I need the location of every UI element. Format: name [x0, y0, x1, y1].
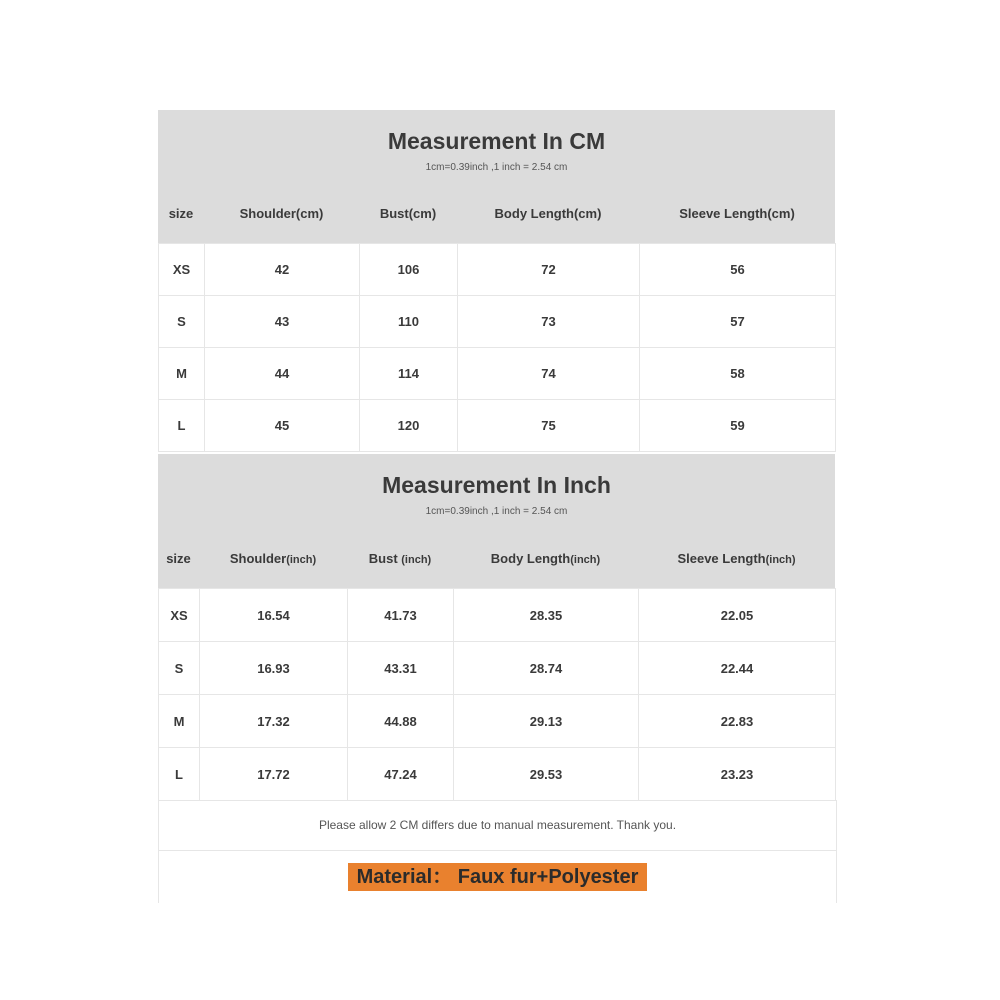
- bust-cell: 106: [360, 244, 458, 296]
- sleeve-length-cell: 58: [640, 348, 836, 400]
- sleeve-length-cell: 22.05: [639, 589, 836, 642]
- cm-header-bust: Bust(cm): [379, 206, 437, 221]
- cm-header-size: size: [168, 206, 194, 221]
- cm-size-table: [158, 243, 836, 452]
- inch-header-bust: Bust (inch): [368, 551, 432, 566]
- measurement-disclaimer: Please allow 2 CM differs due to manual measurement. Thank you.: [158, 800, 837, 851]
- inch-size-table: [158, 588, 836, 801]
- cm-size-chart: [158, 110, 835, 452]
- body-length-cell: 74: [458, 348, 640, 400]
- shoulder-cell: 17.32: [200, 695, 348, 748]
- cm-chart-header: [158, 110, 835, 243]
- inch-chart-title: Measurement In Inch: [382, 472, 611, 498]
- cm-chart-title: Measurement In CM: [387, 128, 606, 154]
- shoulder-cell: 16.54: [200, 589, 348, 642]
- material-label: Material： Faux fur+Polyester: [348, 863, 647, 891]
- bust-cell: 44.88: [348, 695, 454, 748]
- inch-header-size: size: [166, 551, 191, 566]
- cm-column-headers: [158, 206, 835, 226]
- sleeve-length-cell: 22.44: [639, 642, 836, 695]
- table-row: [159, 695, 836, 748]
- bust-cell: 43.31: [348, 642, 454, 695]
- sleeve-length-cell: 59: [640, 400, 836, 452]
- body-length-cell: 29.53: [454, 748, 639, 801]
- table-row: [159, 400, 836, 452]
- size-cell: M: [159, 695, 200, 748]
- body-length-cell: 28.74: [454, 642, 639, 695]
- table-row: [159, 589, 836, 642]
- material-row: [158, 851, 837, 903]
- shoulder-cell: 17.72: [200, 748, 348, 801]
- table-row: [159, 642, 836, 695]
- table-row: [159, 748, 836, 801]
- bust-cell: 41.73: [348, 589, 454, 642]
- table-row: [159, 296, 836, 348]
- cm-header-shoulder: Shoulder(cm): [239, 206, 324, 221]
- size-cell: L: [159, 748, 200, 801]
- body-length-cell: 73: [458, 296, 640, 348]
- bust-cell: 47.24: [348, 748, 454, 801]
- inch-chart-header: [158, 454, 835, 588]
- size-cell: L: [159, 400, 205, 452]
- bust-cell: 110: [360, 296, 458, 348]
- body-length-cell: 28.35: [454, 589, 639, 642]
- size-cell: S: [159, 296, 205, 348]
- size-cell: XS: [159, 244, 205, 296]
- shoulder-cell: 43: [205, 296, 360, 348]
- inch-chart-conversion-note: 1cm=0.39inch ,1 inch = 2.54 cm: [425, 506, 568, 517]
- size-cell: XS: [159, 589, 200, 642]
- body-length-cell: 75: [458, 400, 640, 452]
- bust-cell: 120: [360, 400, 458, 452]
- shoulder-cell: 44: [205, 348, 360, 400]
- bust-cell: 114: [360, 348, 458, 400]
- cm-header-sleeve-length: Sleeve Length(cm): [679, 206, 795, 221]
- cm-chart-conversion-note: 1cm=0.39inch ,1 inch = 2.54 cm: [425, 162, 568, 173]
- inch-header-shoulder: Shoulder(inch): [229, 551, 317, 566]
- sleeve-length-cell: 56: [640, 244, 836, 296]
- sleeve-length-cell: 57: [640, 296, 836, 348]
- inch-header-sleeve-length: Sleeve Length(inch): [677, 551, 796, 566]
- body-length-cell: 29.13: [454, 695, 639, 748]
- inch-column-headers: [158, 551, 835, 571]
- sleeve-length-cell: 22.83: [639, 695, 836, 748]
- sleeve-length-cell: 23.23: [639, 748, 836, 801]
- body-length-cell: 72: [458, 244, 640, 296]
- size-cell: S: [159, 642, 200, 695]
- table-row: [159, 348, 836, 400]
- cm-header-body-length: Body Length(cm): [494, 206, 602, 221]
- size-cell: M: [159, 348, 205, 400]
- shoulder-cell: 16.93: [200, 642, 348, 695]
- shoulder-cell: 45: [205, 400, 360, 452]
- inch-size-chart: [158, 454, 835, 801]
- table-row: [159, 244, 836, 296]
- shoulder-cell: 42: [205, 244, 360, 296]
- inch-header-body-length: Body Length(inch): [490, 551, 601, 566]
